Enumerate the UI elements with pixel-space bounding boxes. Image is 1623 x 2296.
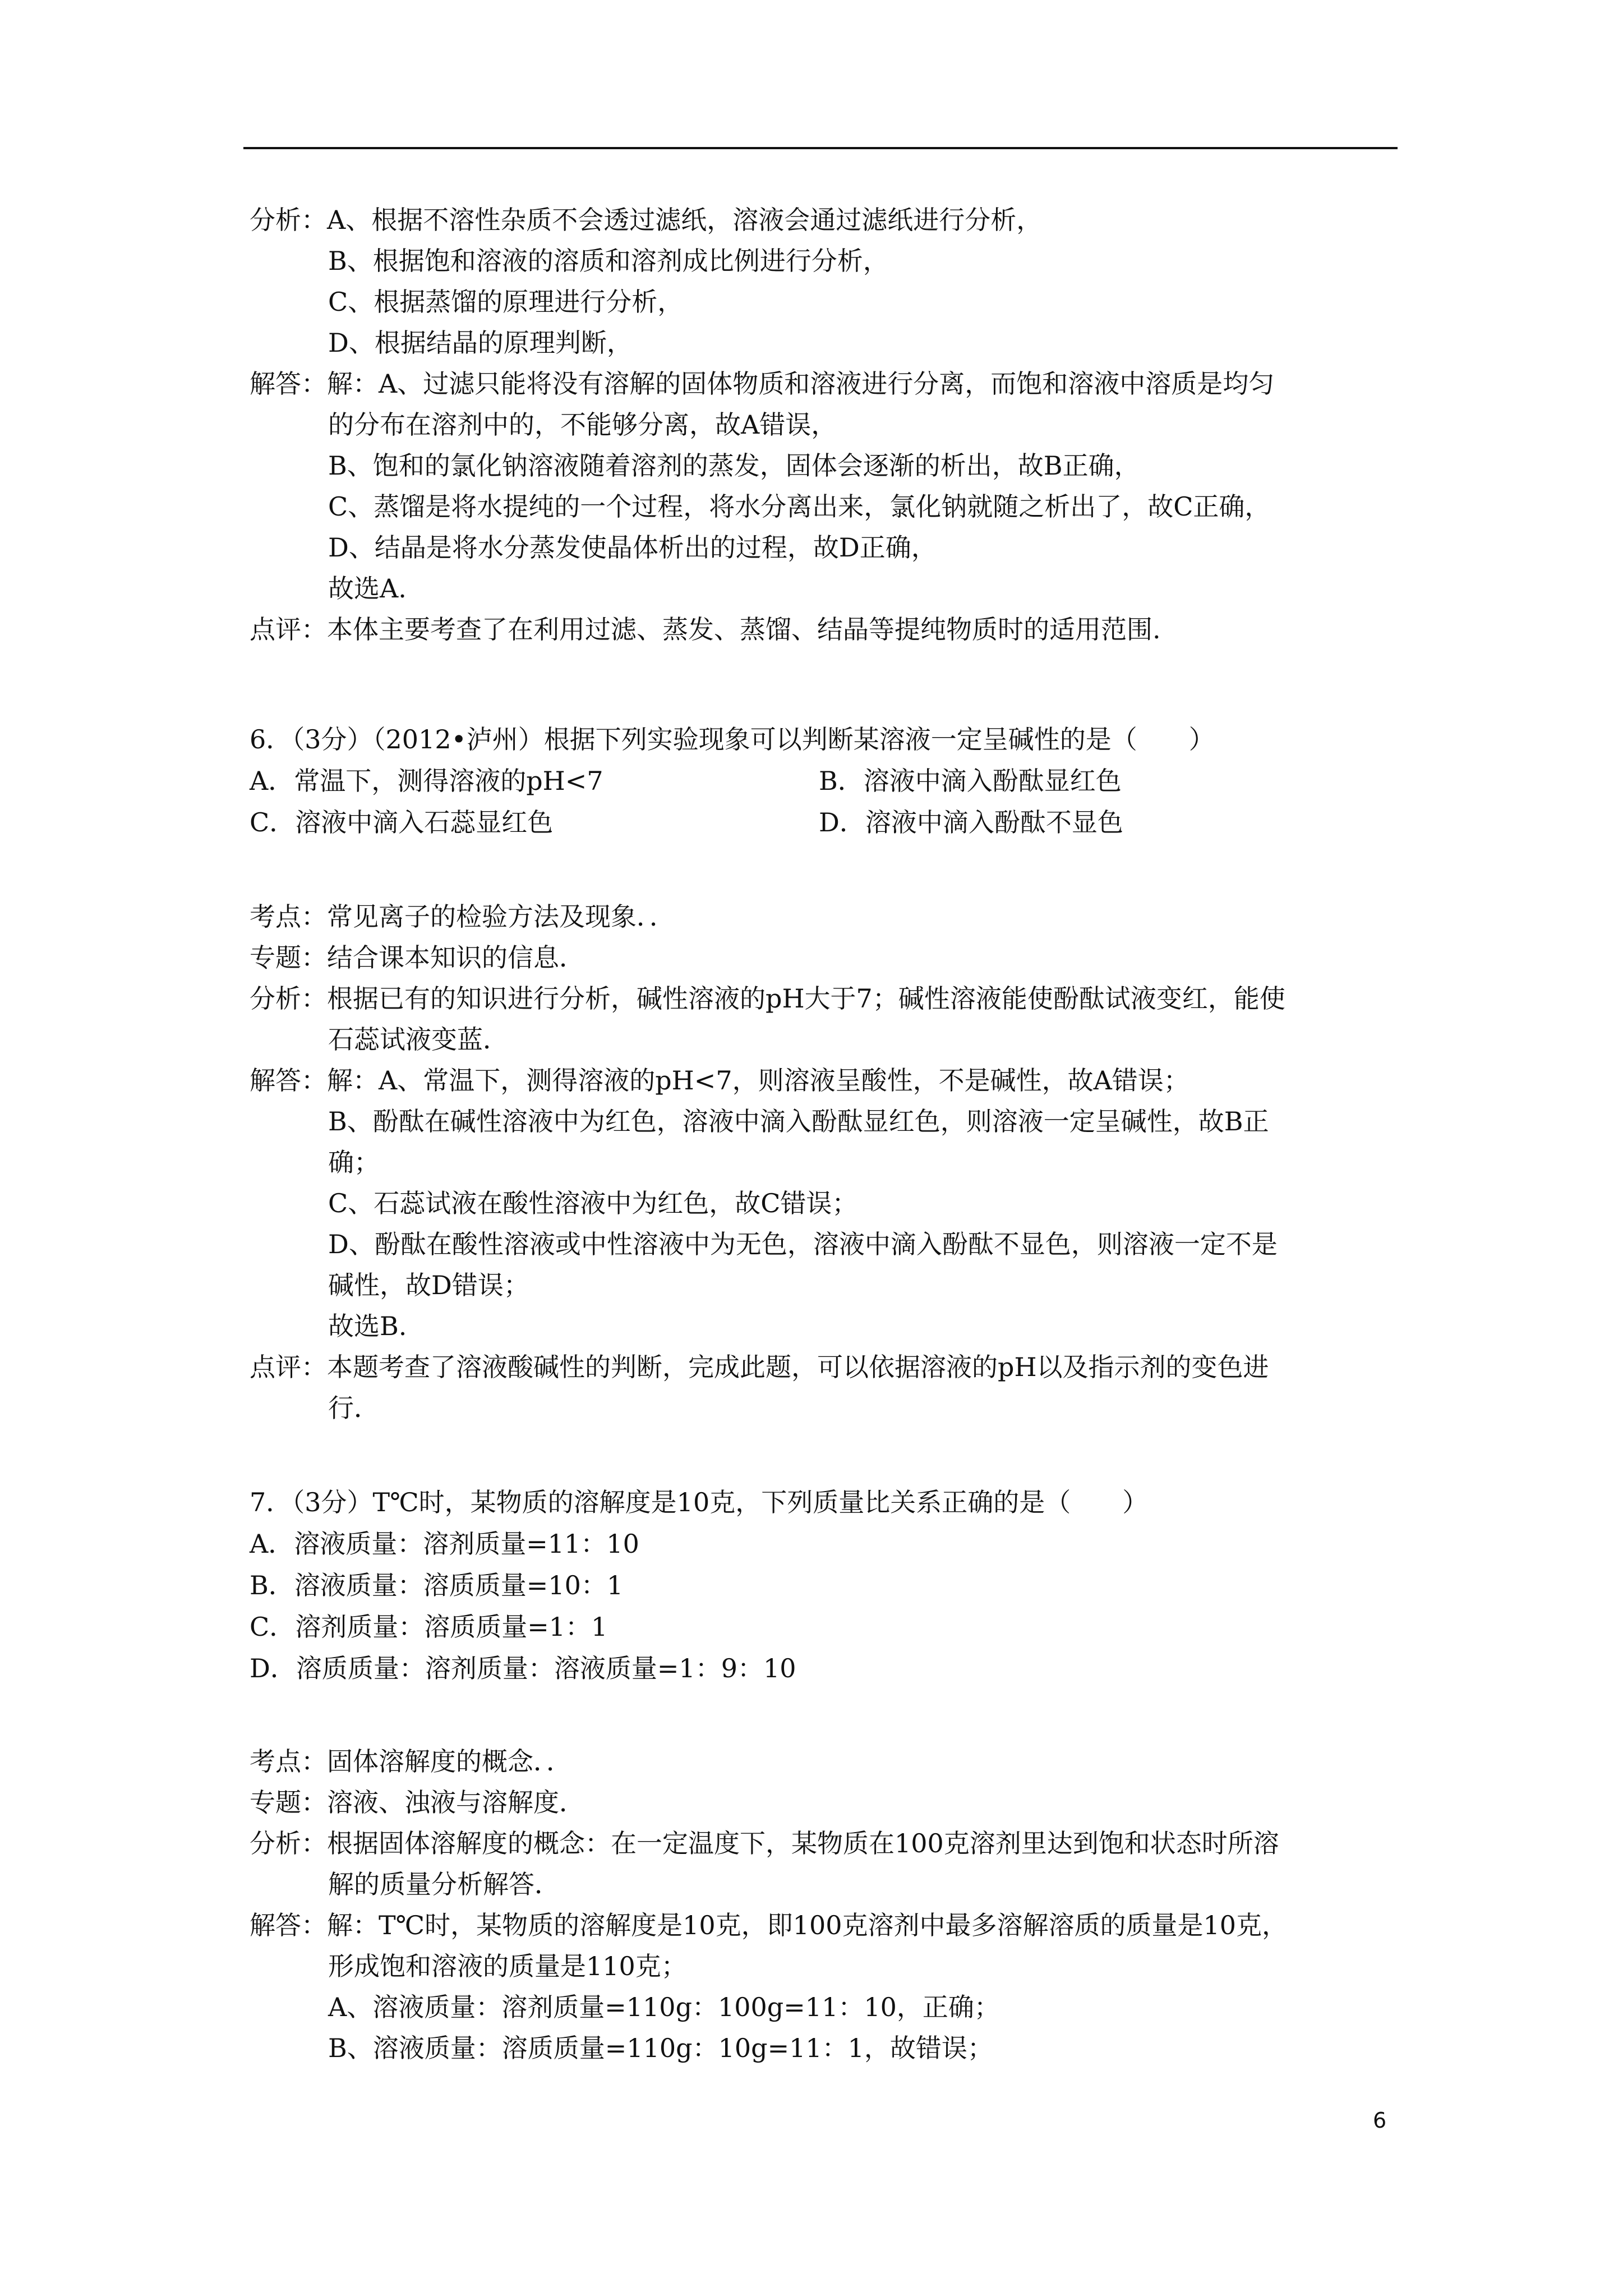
q7-stem: 7．（3分）T℃时，某物质的溶解度是10克，下列质量比关系正确的是（ ） bbox=[250, 1487, 1149, 1517]
q7-solution-line: A、溶液质量：溶剂质量=110g：100g=11：10，正确； bbox=[328, 1992, 1000, 2022]
q7-option-b: B．溶液质量：溶质质量=10：1 bbox=[250, 1570, 624, 1600]
q5-analysis-line: B、根据饱和溶液的溶质和溶剂成比例进行分析， bbox=[328, 246, 889, 276]
q5-solution-line: 故选A. bbox=[328, 573, 407, 604]
q6-solution-line: 碱性，故D错误； bbox=[328, 1270, 529, 1300]
q6-option-a: A．常温下，测得溶液的pH<7 bbox=[250, 766, 603, 796]
q7-analysis-line: 解的质量分析解答． bbox=[328, 1869, 560, 1899]
q5-solution-line: 解答：解：A、过滤只能将没有溶解的固体物质和溶液进行分离，而饱和溶液中溶质是均匀 bbox=[250, 369, 1275, 399]
q6-zhuanti: 专题：结合课本知识的信息． bbox=[250, 942, 585, 973]
q5-comment: 点评：本体主要考查了在利用过滤、蒸发、蒸馏、结晶等提纯物质时的适用范围. bbox=[250, 614, 1161, 645]
q5-solution-line: C、蒸馏是将水提纯的一个过程，将水分离出来，氯化钠就随之析出了，故C正确， bbox=[328, 491, 1271, 522]
q6-solution-line: 故选B. bbox=[328, 1311, 407, 1341]
q5-solution-line: 的分布在溶剂中的，不能够分离，故A错误， bbox=[328, 409, 837, 440]
q6-solution-line: B、酚酞在碱性溶液中为红色，溶液中滴入酚酞显红色，则溶液一定呈碱性，故B正 bbox=[328, 1106, 1269, 1137]
q7-solution-line: B、溶液质量：溶质质量=110g：10g=11：1，故错误； bbox=[328, 2033, 993, 2063]
q6-analysis-line: 分析：根据已有的知识进行分析，碱性溶液的pH大于7；碱性溶液能使酚酞试液变红，能使 bbox=[250, 983, 1285, 1014]
q6-kaodian: 考点：常见离子的检验方法及现象．． bbox=[250, 901, 675, 932]
q7-solution-line: 解答：解：T℃时，某物质的溶解度是10克，即100克溶剂中最多溶解溶质的质量是10克， bbox=[250, 1910, 1288, 1940]
q5-analysis-line: C、根据蒸馏的原理进行分析， bbox=[328, 287, 684, 317]
q6-solution-line: C、石蕊试液在酸性溶液中为红色，故C错误； bbox=[328, 1188, 858, 1218]
q6-solution-line: 解答：解：A、常温下，测得溶液的pH<7，则溶液呈酸性，不是碱性，故A错误； bbox=[250, 1065, 1189, 1096]
q7-analysis-line: 分析：根据固体溶解度的概念：在一定温度下，某物质在100克溶剂里达到饱和状态时所溶 bbox=[250, 1828, 1279, 1858]
header-rule bbox=[243, 147, 1398, 149]
q6-solution-line: 确； bbox=[328, 1147, 380, 1177]
q6-comment-line: 行． bbox=[328, 1393, 380, 1423]
q6-option-c: C．溶液中滴入石蕊显红色 bbox=[250, 807, 554, 838]
q7-option-a: A．溶液质量：溶剂质量=11：10 bbox=[250, 1529, 639, 1559]
q7-zhuanti: 专题：溶液、浊液与溶解度． bbox=[250, 1787, 585, 1818]
page-number: 6 bbox=[1373, 2108, 1387, 2133]
q5-analysis-line: 分析：A、根据不溶性杂质不会透过滤纸，溶液会通过滤纸进行分析， bbox=[250, 205, 1043, 235]
q6-comment-line: 点评：本题考查了溶液酸碱性的判断，完成此题，可以依据溶液的pH以及指示剂的变色进 bbox=[250, 1352, 1269, 1382]
q7-kaodian: 考点：固体溶解度的概念．． bbox=[250, 1746, 572, 1777]
q5-solution-line: D、结晶是将水分蒸发使晶体析出的过程，故D正确， bbox=[328, 532, 937, 563]
q7-solution-line: 形成饱和溶液的质量是110克； bbox=[328, 1951, 687, 1981]
q6-option-d: D．溶液中滴入酚酞不显色 bbox=[819, 807, 1123, 838]
q6-option-b: B．溶液中滴入酚酞显红色 bbox=[819, 766, 1122, 796]
q5-analysis-line: D、根据结晶的原理判断， bbox=[328, 328, 633, 358]
q7-option-c: C．溶剂质量：溶质质量=1：1 bbox=[250, 1612, 608, 1642]
q6-solution-line: D、酚酞在酸性溶液或中性溶液中为无色，溶液中滴入酚酞不显色，则溶液一定不是 bbox=[328, 1229, 1278, 1259]
q6-analysis-line: 石蕊试液变蓝． bbox=[328, 1024, 509, 1055]
q6-stem: 6．（3分）（2012•泸州）根据下列实验现象可以判断某溶液一定呈碱性的是（ ） bbox=[250, 724, 1215, 754]
q7-option-d: D．溶质质量：溶剂质量：溶液质量=1：9：10 bbox=[250, 1653, 796, 1683]
q5-solution-line: B、饱和的氯化钠溶液随着溶剂的蒸发，固体会逐渐的析出，故B正确， bbox=[328, 450, 1140, 481]
